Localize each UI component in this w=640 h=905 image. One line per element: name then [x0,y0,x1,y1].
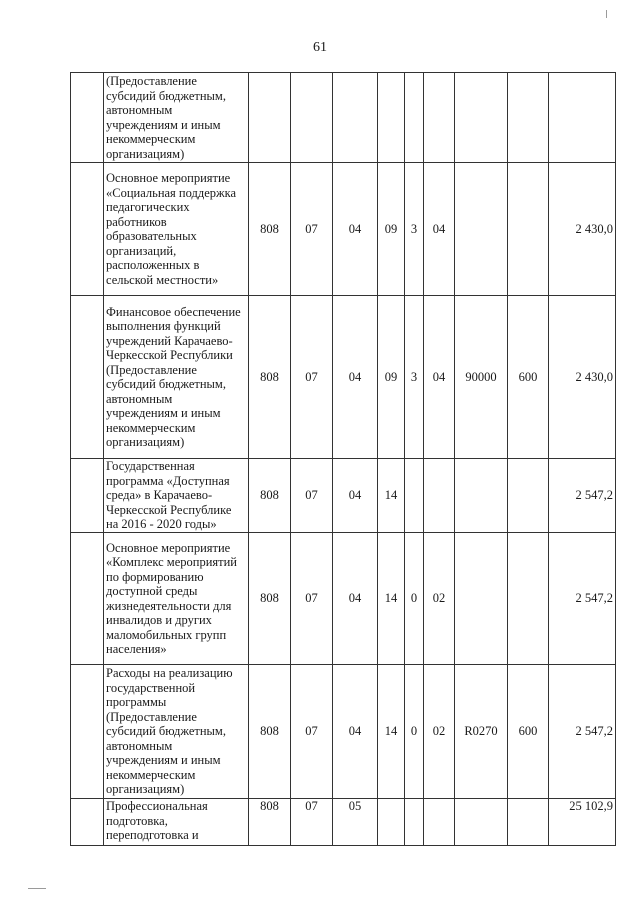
subsection-code: 04 [333,533,378,665]
budget-table [70,72,616,846]
program-code [378,799,405,846]
grbs-code [249,73,291,163]
section-code: 07 [291,799,333,846]
amount: 2 430,0 [549,163,616,296]
direction-code: R0270 [455,665,508,799]
item-name: Основное мероприятие «Комплекс мероприятий по формированию доступной среды жизнедеятельности для инвалидов и других маломобильных групп населения» [104,533,249,665]
expense-type-code [508,73,549,163]
subprogram-code: 0 [405,533,424,665]
row-number-cell [71,296,104,459]
subprogram-code: 3 [405,163,424,296]
section-code: 07 [291,665,333,799]
grbs-code: 808 [249,163,291,296]
table-row [71,665,616,799]
table-row [71,73,616,163]
scan-artifact [28,888,46,889]
grbs-code: 808 [249,296,291,459]
row-number-cell [71,799,104,846]
page-number: 61 [313,40,327,55]
grbs-code: 808 [249,459,291,533]
subsection-code: 05 [333,799,378,846]
table-row [71,163,616,296]
amount: 2 430,0 [549,296,616,459]
program-code [378,73,405,163]
program-code: 14 [378,665,405,799]
subsection-code: 04 [333,296,378,459]
activity-code: 04 [424,296,455,459]
row-number-cell [71,163,104,296]
subprogram-code [405,799,424,846]
section-code [291,73,333,163]
table-row [71,799,616,846]
subsection-code [333,73,378,163]
amount: 2 547,2 [549,533,616,665]
subsection-code: 04 [333,163,378,296]
activity-code: 04 [424,163,455,296]
item-name: (Предоставление субсидий бюджетным, автономным учреждениям и иным некоммерческим организациям) [104,73,249,163]
expense-type-code [508,163,549,296]
row-number-cell [71,73,104,163]
item-name: Расходы на реализацию государственной программы (Предоставление субсидий бюджетным, автономным учреждениям и иным некоммерческим организациям) [104,665,249,799]
subprogram-code [405,459,424,533]
item-name: Финансовое обеспечение выполнения функций учреждений Карачаево-Черкесской Республики (Предоставление субсидий бюджетным, автономным учреждениям и иным некоммерческим организациям) [104,296,249,459]
direction-code [455,533,508,665]
expense-type-code [508,459,549,533]
subsection-code: 04 [333,665,378,799]
grbs-code: 808 [249,665,291,799]
activity-code [424,73,455,163]
section-code: 07 [291,533,333,665]
section-code: 07 [291,459,333,533]
section-code: 07 [291,163,333,296]
row-number-cell [71,459,104,533]
row-number-cell [71,533,104,665]
scan-artifact [606,10,607,18]
program-code: 14 [378,459,405,533]
subprogram-code: 0 [405,665,424,799]
grbs-code: 808 [249,533,291,665]
direction-code [455,163,508,296]
activity-code: 02 [424,533,455,665]
item-name: Государственная программа «Доступная среда» в Карачаево-Черкесской Республике на 2016 - 2020 годы» [104,459,249,533]
program-code: 09 [378,163,405,296]
row-number-cell [71,665,104,799]
direction-code [455,799,508,846]
direction-code [455,459,508,533]
amount [549,73,616,163]
table-row [71,459,616,533]
expense-type-code: 600 [508,665,549,799]
activity-code [424,799,455,846]
amount: 2 547,2 [549,665,616,799]
expense-type-code [508,533,549,665]
table-row [71,296,616,459]
item-name: Профессиональная подготовка, переподготовка и [104,799,249,846]
subsection-code: 04 [333,459,378,533]
subprogram-code: 3 [405,296,424,459]
item-name: Основное мероприятие «Социальная поддержка педагогических работников образовательных организаций, расположенных в сельской местности» [104,163,249,296]
program-code: 09 [378,296,405,459]
amount: 2 547,2 [549,459,616,533]
grbs-code: 808 [249,799,291,846]
table-row [71,533,616,665]
amount: 25 102,9 [549,799,616,846]
expense-type-code: 600 [508,296,549,459]
activity-code: 02 [424,665,455,799]
expense-type-code [508,799,549,846]
subprogram-code [405,73,424,163]
section-code: 07 [291,296,333,459]
direction-code: 90000 [455,296,508,459]
direction-code [455,73,508,163]
activity-code [424,459,455,533]
program-code: 14 [378,533,405,665]
